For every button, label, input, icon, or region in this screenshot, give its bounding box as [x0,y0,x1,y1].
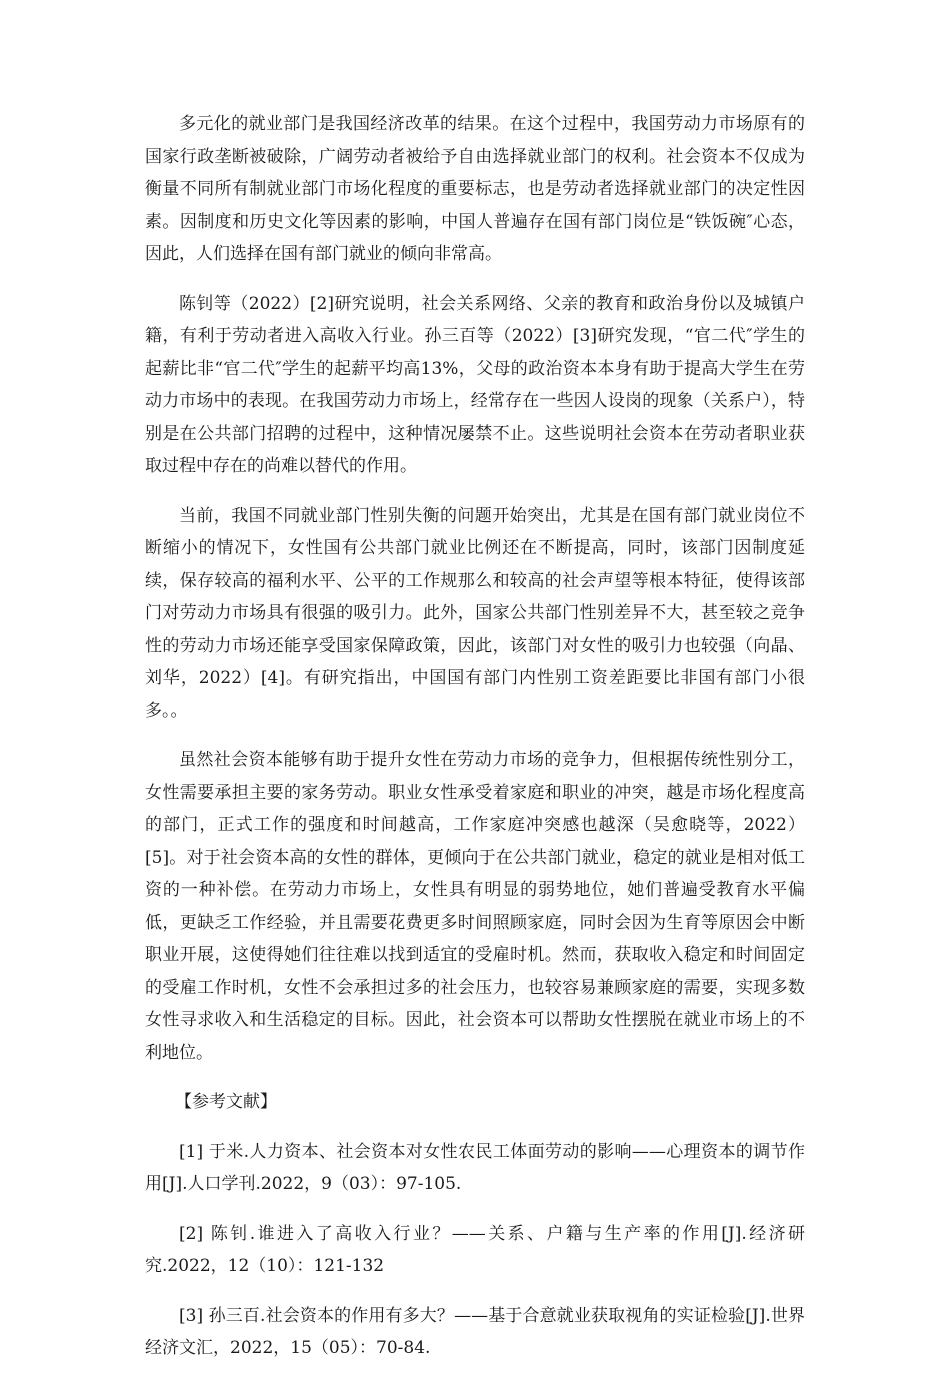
body-paragraph-2: 陈钊等（2022）[2]研究说明，社会关系网络、父亲的教育和政治身份以及城镇户籍，有利于劳动者进入高收入行业。孙三百等（2022）[3]研究发现，“官二代″学生的起薪比非“官二代″学生的起薪平均高13%，父母的政治资本本身有助于提高大学生在劳动力市场中的表现。在我国劳动力市场上，经常存在一些因人设岗的现象（关系户），特别是在公共部门招聘的过程中，这种情况屡禁不止。这些说明社会资本在劳动者职业获取过程中存在的尚难以替代的作用。 [145,293,805,476]
references-heading: 【参考文献】 [175,1092,277,1112]
reference-item-3: [3] 孙三百.社会资本的作用有多大？——基于合意就业获取视角的实证检验[J].世界经济文汇，2022，15（05）：70-84. [145,1305,805,1358]
body-paragraph-3: 当前，我国不同就业部门性别失衡的问题开始突出，尤其是在国有部门就业岗位不断缩小的情况下，女性国有公共部门就业比例还在不断提高，同时，该部门因制度延续，保存较高的福利水平、公平的工作规那么和较高的社会声望等根本特征，使得该部门对劳动力市场具有很强的吸引力。此外，国家公共部门性别差异不大，甚至较之竞争性的劳动力市场还能享受国家保障政策，因此，该部门对女性的吸引力也较强（向晶、刘华，2022）[4]。有研究指出，中国国有部门内性别工资差距要比非国有部门小很多。。 [145,505,805,721]
body-paragraph-4: 虽然社会资本能够有助于提升女性在劳动力市场的竞争力，但根据传统性别分工，女性需要承担主要的家务劳动。职业女性承受着家庭和职业的冲突，越是市场化程度高的部门，正式工作的强度和时间越高，工作家庭冲突感也越深（吴愈晓等，2022）[5]。对于社会资本高的女性的群体，更倾向于在公共部门就业，稳定的就业是相对低工资的一种补偿。在劳动力市场上，女性具有明显的弱势地位，她们普遍受教育水平偏低，更缺乏工作经验，并且需要花费更多时间照顾家庭，同时会因为生育等原因会中断职业开展，这使得她们往往难以找到适宜的受雇时机。然而，获取收入稳定和时间固定的受雇工作时机，女性不会承担过多的社会压力，也较容易兼顾家庭的需要，实现多数女性寻求收入和生活稳定的目标。因此，社会资本可以帮助女性摆脱在就业市场上的不利地位。 [145,750,805,1063]
reference-item-2: [2] 陈钊.谁进入了高收入行业？——关系、户籍与生产率的作用[J].经济研究.2022，12（10）：121-132 [145,1223,805,1276]
reference-item-1: [1] 于米.人力资本、社会资本对女性农民工体面劳动的影响——心理资本的调节作用[J].人口学刊.2022，9（03）：97-105. [145,1141,805,1194]
body-paragraph-1: 多元化的就业部门是我国经济改革的结果。在这个过程中，我国劳动力市场原有的国家行政垄断被破除，广阔劳动者被给予自由选择就业部门的权利。社会资本不仅成为衡量不同所有制就业部门市场化程度的重要标志，也是劳动者选择就业部门的决定性因素。因制度和历史文化等因素的影响，中国人普遍存在国有部门岗位是“铁饭碗″心态，因此，人们选择在国有部门就业的倾向非常高。 [145,114,805,264]
document-page [145,108,805,1382]
